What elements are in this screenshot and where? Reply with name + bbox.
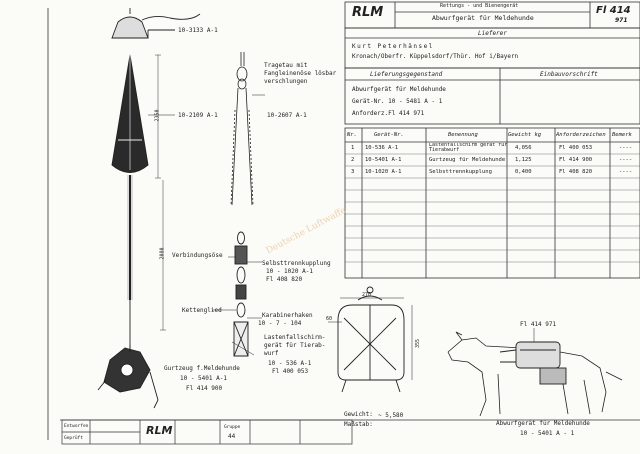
weight-label: Gewicht: xyxy=(344,411,373,418)
col-header-nr: Nr. xyxy=(347,132,357,138)
supplier-header: Lieferer xyxy=(478,30,507,37)
cell-nr: 1 xyxy=(351,145,355,151)
callout-selbst-2: 10 - 1020 A-1 xyxy=(266,268,313,275)
delivery-header-right: Einbauvorschrift xyxy=(540,71,598,78)
callout-verbindung: Verbindungsöse xyxy=(172,252,223,259)
delivery-line-2: Gerät-Nr. 10 - 5481 A - 1 xyxy=(352,98,443,105)
dim-270: 270 xyxy=(362,292,372,298)
callout-tragetau-3: verschlungen xyxy=(264,78,308,85)
callout-gurt-1: Gurtzeug f.Meldehunde xyxy=(164,365,240,372)
cell-benennung: Gurtzeug für Meldehunde xyxy=(429,157,506,163)
callout-tragetau-2: Fangleinenöse lösbar xyxy=(264,70,337,77)
sheet-sub: 971 xyxy=(615,17,628,24)
cell-anford: Fl 408 820 xyxy=(559,169,593,175)
watermark: Deutsche Luftwaffe xyxy=(264,205,349,257)
callout-lasten-5: Fl 400 053 xyxy=(272,368,309,375)
callout-kettenglied: Kettenglied xyxy=(182,307,222,314)
cell-gewicht: 0,400 xyxy=(515,169,532,175)
title-top-line: Rettungs - und Bienengerät xyxy=(440,3,519,9)
callout-gurt-2: 10 - 5401 A-1 xyxy=(180,375,227,382)
callout-tragetau-part: 10-2607 A-1 xyxy=(267,112,307,119)
object-name: Abwurfgerät für Meldehunde xyxy=(432,14,534,22)
cell-gewicht: 1,125 xyxy=(515,157,532,163)
cell-bem: ---- xyxy=(619,169,633,175)
callout-packed-part: 10-2109 A-1 xyxy=(178,112,218,119)
bottom-rlm: RLM xyxy=(146,424,173,437)
callout-lasten-3: wurf xyxy=(264,350,279,357)
dim-length-b: 2080 xyxy=(159,247,166,260)
callout-karabiner-2: 10 - 7 - 104 xyxy=(258,320,302,327)
delivery-line-3: Anforderz.Fl 414 971 xyxy=(352,110,425,117)
weight-value: ~ 5,580 xyxy=(378,412,404,419)
callout-fl-dog: Fl 414 971 xyxy=(520,321,557,328)
cell-geraet: 10-536 A-1 xyxy=(365,145,399,151)
bottom-sheet: 44 xyxy=(228,433,236,440)
bottom-group: Gruppe xyxy=(224,425,241,430)
cell-bem: ---- xyxy=(619,157,633,163)
dim-355: 355 xyxy=(415,338,422,349)
cell-anford: Fl 400 053 xyxy=(559,145,593,151)
cell-geraet: 10-5401 A-1 xyxy=(365,157,402,163)
sheet-id: Fl 414 xyxy=(596,5,631,16)
bottom-row1: Entworfen xyxy=(64,424,89,429)
cell-geraet: 10-1020 A-1 xyxy=(365,169,402,175)
callout-selbst-1: Selbsttrennkupplung xyxy=(262,260,331,267)
title-rlm: RLM xyxy=(352,5,384,20)
dim-60: 60 xyxy=(326,316,333,322)
supplier-name: Kurt Peterhänsel xyxy=(352,43,434,50)
callout-gurt-3: Fl 414 900 xyxy=(186,385,223,392)
callout-lasten-4: 10 - 536 A-1 xyxy=(268,360,312,367)
table-row xyxy=(345,155,640,166)
scale-label: Maßstab: xyxy=(344,421,373,428)
dim-length-a: 2350 xyxy=(154,109,161,122)
col-header-benennung: Benennung xyxy=(448,132,478,138)
cell-benennung: Lastenfallschirm gerät für Tierabwurf xyxy=(429,143,508,153)
callout-canopy-part: 10-3133 A-1 xyxy=(178,27,218,34)
callout-lasten-2: gerät für Tierab- xyxy=(264,342,326,349)
callout-karabiner-1: Karabinerhaken xyxy=(262,312,313,319)
cell-bem: ---- xyxy=(619,145,633,151)
col-header-gewicht: Gewicht kg xyxy=(508,132,542,138)
dog-caption-2: 10 - 5401 A - 1 xyxy=(520,430,575,437)
cell-anford: Fl 414 900 xyxy=(559,157,593,163)
cell-gewicht: 4,056 xyxy=(515,145,532,151)
callout-tragetau-1: Tragetau mit xyxy=(264,62,308,69)
supplier-address: Kronach/Oberfr. Küppelsdorf/Thür. Hof i/Bayern xyxy=(352,53,519,60)
table-row xyxy=(345,143,640,154)
cell-nr: 3 xyxy=(351,169,355,175)
col-header-geraet: Gerät-Nr. xyxy=(374,132,404,138)
callout-selbst-3: Fl 408 820 xyxy=(266,276,303,283)
delivery-line-1: Abwurfgerät für Meldehunde xyxy=(352,86,446,93)
dog-caption-1: Abwurfgerät für Meldehunde xyxy=(496,420,590,427)
callout-lasten-1: Lastenfallschirm- xyxy=(264,334,326,341)
col-header-anford: Anforderzeichen xyxy=(556,132,606,138)
cell-nr: 2 xyxy=(351,157,355,163)
bottom-row2: Geprüft xyxy=(64,436,83,441)
delivery-header-left: Lieferungsgegenstand xyxy=(370,71,443,78)
col-header-bemerk: Bemerk xyxy=(612,132,632,138)
table-row xyxy=(345,167,640,178)
cell-benennung: Selbsttrennkupplung xyxy=(429,169,492,175)
